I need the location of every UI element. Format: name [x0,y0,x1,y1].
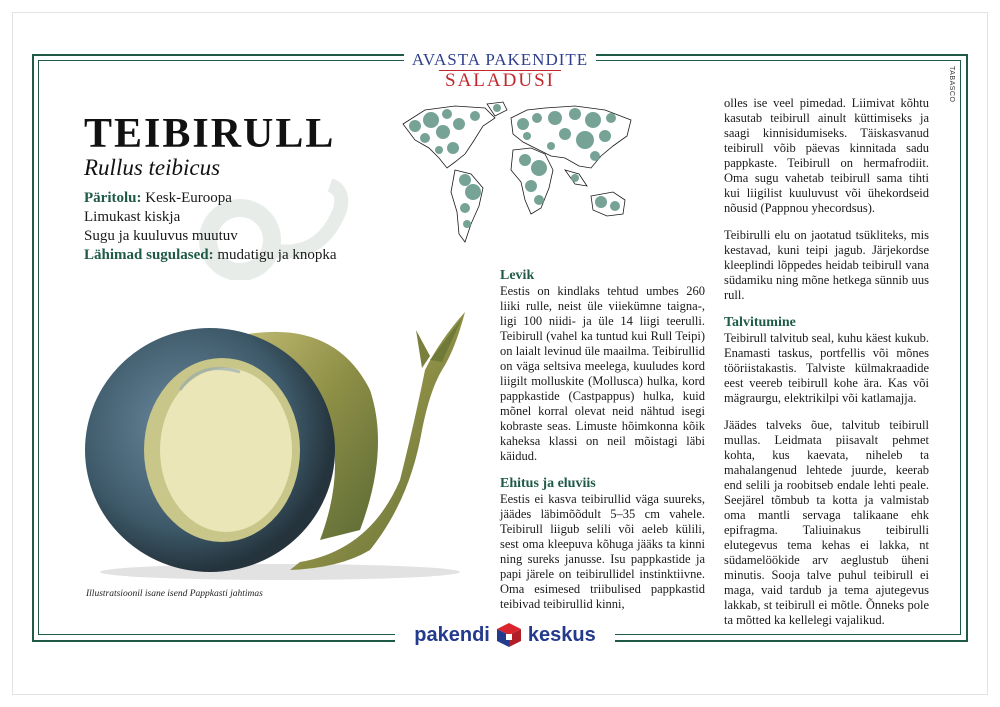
frame-inner-left [38,60,39,635]
logo-text-left: pakendi [414,623,490,646]
pakendikeskus-logo [395,620,615,650]
fact-line-3: Sugu ja kuuluvus muutuv [84,228,238,244]
cycle-text: Teibirulli elu on jaotatud tsükliteks, mis kestavad, kuni teipi jagub. Järjekordse kleeplindi lõppedes heidab teibirull vana südamiku ning mõne hetkega sünnib uus rull. [724,228,929,302]
relatives-value: mudatigu ja knopka [217,247,337,263]
species-title: TEIBIRULL [84,111,336,157]
relatives-line [84,246,337,265]
teibirull-illustration [70,300,490,590]
frame-inner-top-left [38,60,404,61]
side-credit: TABASCO [948,66,955,103]
continued-text: olles ise veel pimedad. Liimivat kõhtu kasutab teibirull ainult küttimiseks ja saagi kinnisidumiseks. Täiskasvanud teibirull võib päevas kinnitada sadu pappkaste. Teibirull on hermafrodiit. Oma sugu vahetab teibirull sama tihti kui liigilist kuuluvust või ühekordseid nõusid (Pappnou yhecordsus). [724,96,929,215]
origin-value: Kesk-Euroopa [145,190,232,206]
species-latin-name: Rullus teibicus [84,155,221,180]
frame-top-right [596,54,968,56]
origin-label: Päritolu: [84,190,142,206]
frame-bottom-left [32,640,404,642]
banner-top-text: AVASTA PAKENDITE [411,50,589,69]
banner-bottom-text: SALADUSI [439,70,561,91]
talvitumine-text-1: Teibirull talvitub seal, kuhu käest kukub. Enamasti taskus, portfellis või mõnes tööriistakastis. Talviste külmakraadide eest veereb teibirull kohe ära. Kas või mägraurgu, elektrikilpi või katlamajja. [724,331,929,405]
logo-text-right: keskus [527,623,596,646]
frame-right [966,54,968,642]
frame-inner-top-right [596,60,960,61]
title-banner [405,44,595,90]
frame-inner-right [960,60,961,635]
levik-text: Eestis on kindlaks tehtud umbes 260 liiki rulle, neist üle viiekümne taigna-, ligi 100 niidi- ja üle 14 liigi teerulli. Teibirull (vahel ka tuntud kui Rull Teipi) on laialt levinud üle maailma. Teibirullid on väga seltsiva meelega, kuuludes kord liigilt molluskite (Mollusca) hulka, kord pappkastide (Castpappus) hulka, kuid mõnel korral olevat neid nähtud isegi kobraste seas. Limuste hõimkonna kõik kaheksa klassi on neil mõistagi läbi käidud. [500,284,705,463]
ehitus-text: Eestis ei kasva teibirullid väga suureks, jäädes läbimõõdult 5–35 cm vahele. Teibirull liigub selili või aeleb külili, sest oma kleepuva kõhuga jääks ta kinni ning sureks janusse. Isu pappkastide ja papi järele on teibirullidel instinktiivne. Oma esimesed triibulised pappkastid teibivad teibirullid kinni, [500,492,705,611]
cube-logo-icon [496,622,522,648]
text-column-2 [724,96,929,640]
fact-line-2: Limukast kiskja [84,209,181,225]
frame-left [32,54,34,642]
illustration-caption: Illustratsioonil isane isend Pappkasti jahtimas [86,589,263,599]
talvitumine-heading: Talvitumine [724,315,796,330]
ehitus-heading: Ehitus ja eluviis [500,476,596,491]
relatives-label: Lähimad sugulased: [84,247,214,263]
frame-inner-bottom-left [38,634,404,635]
origin-line [84,189,337,208]
frame-top-left [32,54,404,56]
levik-heading: Levik [500,268,535,283]
frame-bottom-right [596,640,968,642]
species-facts [84,189,337,265]
world-map-icon [395,96,645,256]
talvitumine-text-2: Jäädes talveks õue, talvitub teibirull mullas. Leidmata piisavalt pehmet kohta, kus kaevata, niheleb ta mahalangenud lehtede juurde, keerab end selili ja roobitseb endale lehti peale. Seejärel tõmbub ta kotta ja valmistab oma mantli servaga talikaane ehk epifragma. Taliuinakus teibirulli elutegevus tema kehas ei lakka, nt südamelöökide arv aeglustub üheni minutis. Sooja talve puhul teibirull ei maga, vaid tardub ja tema ajutegevus lakkab, st teibirull ei mõtle. Õnneks pole ta mõtted ka kellelegi vajalikud. [724,418,929,627]
text-column-1 [500,268,705,624]
